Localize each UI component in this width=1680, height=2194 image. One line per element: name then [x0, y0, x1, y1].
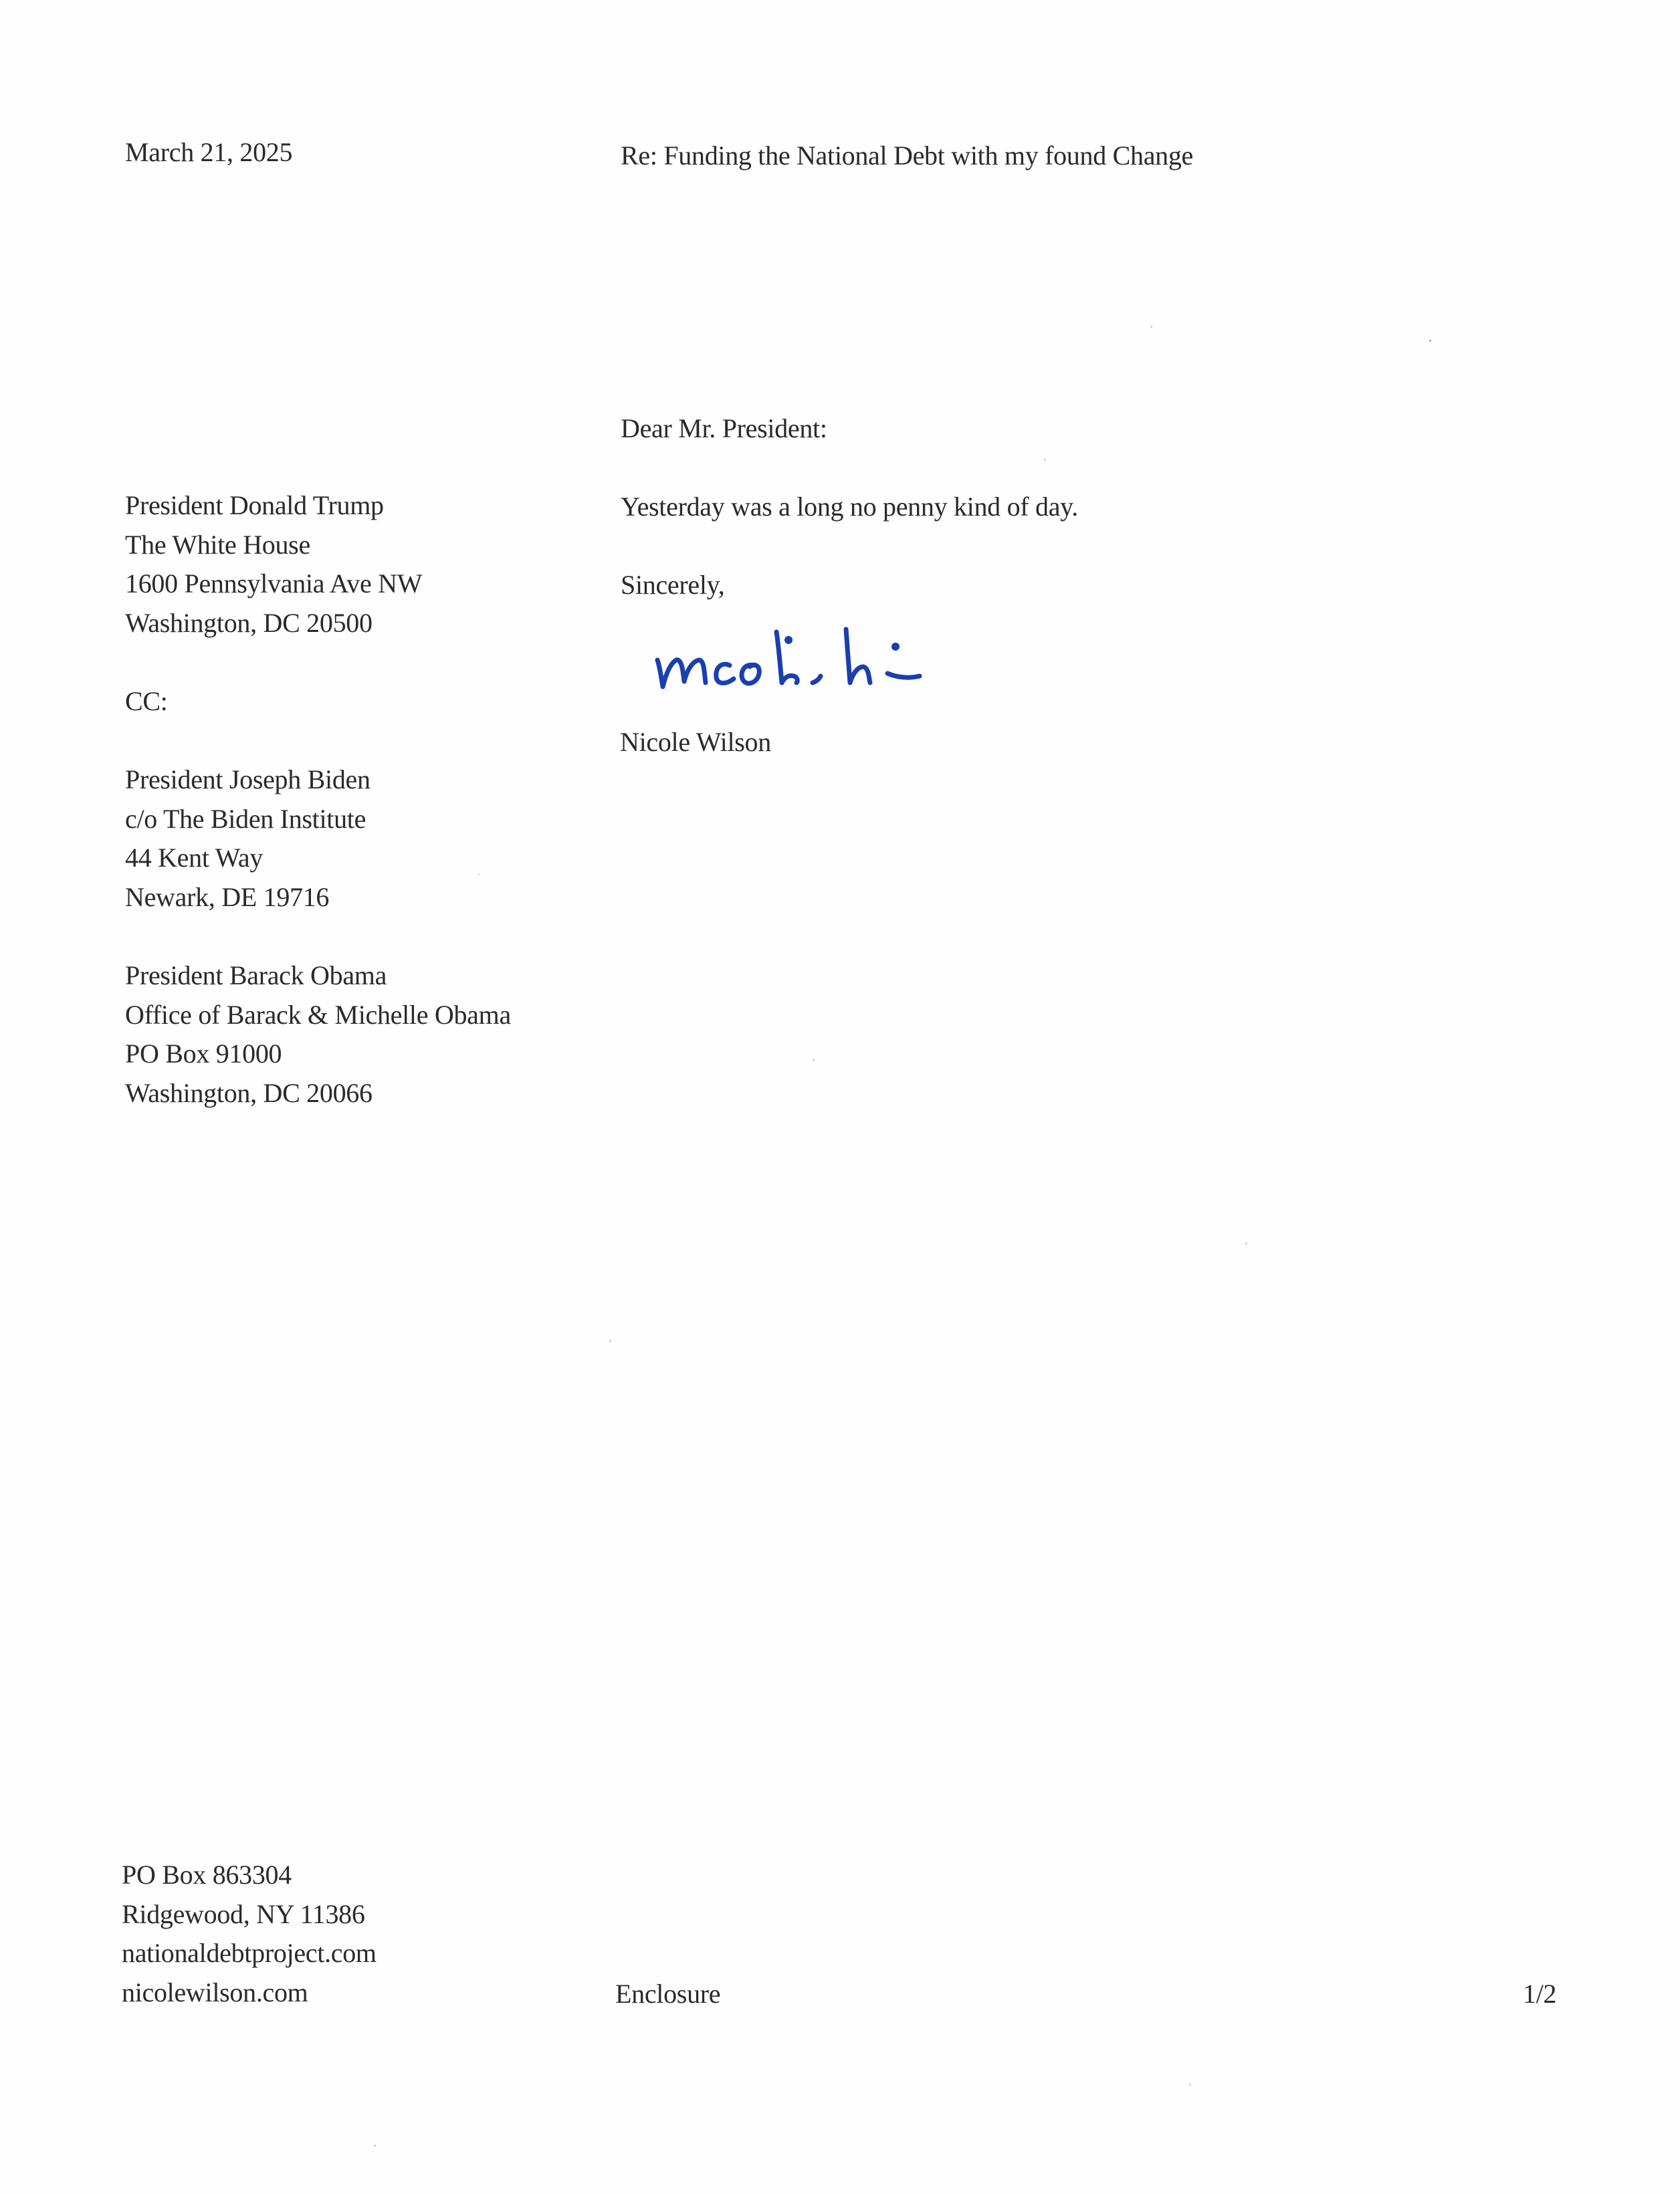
scan-speck — [609, 1340, 611, 1342]
salutation: Dear Mr. President: — [621, 413, 827, 443]
letter-body: Yesterday was a long no penny kind of day. — [621, 491, 1078, 522]
cc-address-line: Washington, DC 20066 — [125, 1077, 373, 1108]
sender-line: PO Box 863304 — [122, 1860, 292, 1890]
cc-address-line: c/o The Biden Institute — [125, 803, 366, 834]
closing: Sincerely, — [621, 570, 725, 600]
letter-subject: Re: Funding the National Debt with my found Change — [621, 140, 1193, 171]
cc-address-line: PO Box 91000 — [125, 1038, 282, 1069]
scan-speck — [1429, 340, 1431, 342]
enclosure-note: Enclosure — [615, 1979, 721, 2009]
sender-address — [122, 1856, 377, 2012]
page-number: 1/2 — [1523, 1979, 1557, 2009]
scan-speck — [1189, 2084, 1191, 2086]
sender-line: nationaldebtproject.com — [122, 1938, 377, 1968]
recipient-line: Washington, DC 20500 — [125, 607, 373, 638]
letter-date: March 21, 2025 — [125, 137, 293, 167]
scan-speck — [478, 873, 480, 875]
cc-address-line: President Joseph Biden — [125, 764, 371, 794]
recipient-line: President Donald Trump — [125, 490, 384, 520]
handwritten-signature — [645, 612, 946, 699]
recipient-address — [125, 486, 422, 643]
cc-address-line: 44 Kent Way — [125, 843, 264, 873]
sender-line: Ridgewood, NY 11386 — [122, 1898, 365, 1929]
recipient-line: 1600 Pennsylvania Ave NW — [125, 568, 423, 598]
cc-address-line: Newark, DE 19716 — [125, 881, 330, 912]
scan-speck — [374, 2145, 376, 2147]
signer-name: Nicole Wilson — [620, 727, 771, 757]
cc-address-line: Office of Barack & Michelle Obama — [125, 999, 511, 1030]
scan-speck — [1245, 1242, 1247, 1244]
scan-speck — [1150, 326, 1152, 328]
cc-recipient-obama — [125, 956, 511, 1113]
sender-line: nicolewilson.com — [122, 1977, 308, 2007]
recipient-line: The White House — [125, 529, 310, 560]
scan-speck — [1044, 459, 1046, 461]
cc-label: CC: — [125, 686, 168, 716]
cc-address-line: President Barack Obama — [125, 960, 387, 990]
cc-recipient-biden — [125, 760, 371, 917]
scan-speck — [813, 1059, 815, 1061]
